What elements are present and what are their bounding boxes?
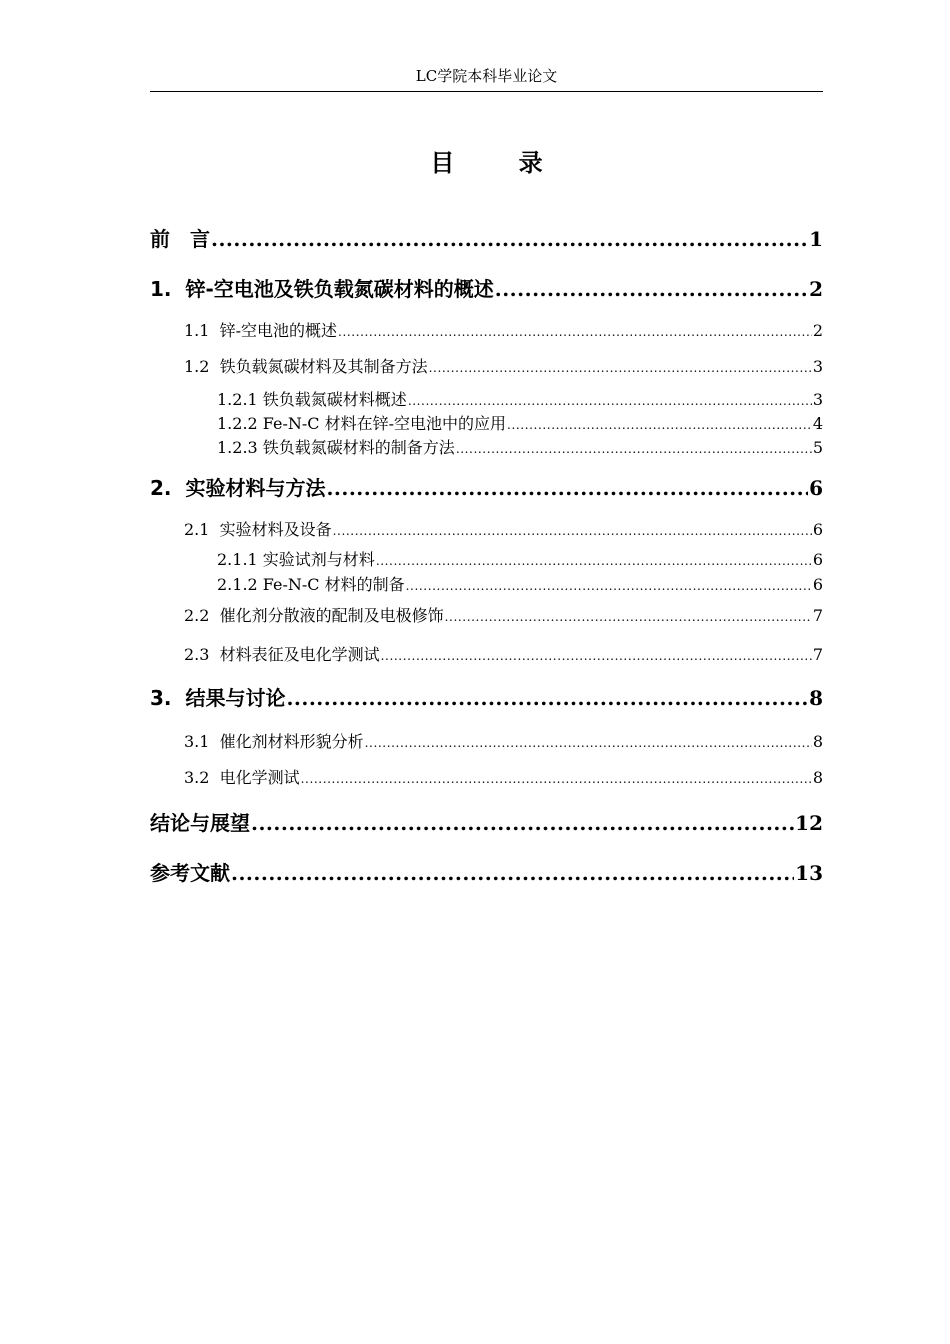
dot-leader: [231, 860, 794, 886]
toc-entry-label: 结论与展望: [150, 811, 250, 835]
toc-entry-section-2-2[interactable]: [184, 605, 823, 628]
running-header: LC学院本科毕业论文: [415, 67, 558, 85]
toc-entry-page: 3: [812, 390, 823, 409]
toc-entry-section-2-1[interactable]: [184, 519, 823, 542]
toc-entry-section-1-2-1[interactable]: [217, 389, 823, 412]
toc-entry-page: 4: [812, 414, 823, 433]
toc-entry-label: 1.2 铁负载氮碳材料及其制备方法: [184, 357, 428, 376]
toc-entry-section-2-3[interactable]: [184, 644, 823, 667]
dot-leader: [445, 606, 812, 628]
toc-entry-label: 2.2 催化剂分散液的配制及电极修饰: [184, 606, 444, 625]
dot-leader: [376, 550, 812, 572]
dot-leader: [429, 357, 812, 379]
toc-entry-chapter-3[interactable]: [150, 685, 823, 711]
toc-entry-page: 2: [812, 321, 823, 340]
toc-entry-section-1-2-3[interactable]: [217, 437, 823, 460]
toc-entry-page: 5: [812, 438, 823, 457]
toc-entry-section-1-2[interactable]: [184, 356, 823, 379]
toc-entry-page: 7: [812, 606, 823, 625]
toc-entry-chapter-2[interactable]: [150, 475, 823, 501]
toc-entry-label: 2.1 实验材料及设备: [184, 520, 332, 539]
toc-entry-label: 2. 实验材料与方法: [150, 476, 326, 500]
toc-entry-section-1-1[interactable]: [184, 320, 823, 343]
dot-leader: [333, 520, 812, 542]
toc-entry-label: 3.2 电化学测试: [184, 768, 300, 787]
dot-leader: [326, 475, 808, 501]
dot-leader: [211, 226, 808, 252]
toc-entry-page: 8: [812, 732, 823, 751]
dot-leader: [406, 575, 812, 597]
toc-entry-page: 7: [812, 645, 823, 664]
toc-entry-label: 2.3 材料表征及电化学测试: [184, 645, 380, 664]
dot-leader: [495, 276, 808, 302]
dot-leader: [301, 768, 812, 790]
toc-entry-section-3-1[interactable]: [184, 731, 823, 754]
toc-entry-references[interactable]: [150, 860, 823, 886]
toc-entry-page: 2: [809, 277, 823, 301]
dot-leader: [456, 438, 812, 460]
toc-entry-label: 1.1 锌-空电池的概述: [184, 321, 338, 340]
toc-entry-label: 前 言: [150, 227, 210, 251]
toc-entry-section-2-1-1[interactable]: [217, 549, 823, 572]
dot-leader: [365, 732, 812, 754]
toc-entry-label: 1.2.1 铁负载氮碳材料概述: [217, 390, 407, 409]
toc-entry-label: 2.1.2 Fe-N-C 材料的制备: [217, 575, 405, 594]
toc-entry-page: 8: [809, 686, 823, 710]
toc-entry-section-3-2[interactable]: [184, 767, 823, 790]
dot-leader: [338, 321, 812, 343]
header-rule: [150, 91, 823, 92]
toc-entry-preface[interactable]: [150, 226, 823, 252]
toc-entry-page: 12: [795, 811, 823, 835]
dot-leader: [507, 414, 812, 436]
toc-entry-label: 3.1 催化剂材料形貌分析: [184, 732, 364, 751]
toc-entry-label: 2.1.1 实验试剂与材料: [217, 550, 375, 569]
toc-entry-page: 3: [812, 357, 823, 376]
toc-entry-section-2-1-2[interactable]: [217, 574, 823, 597]
dot-leader: [381, 645, 812, 667]
toc-entry-label: 参考文献: [150, 861, 230, 885]
toc-entry-page: 6: [812, 575, 823, 594]
toc-entry-label: 1.2.3 铁负载氮碳材料的制备方法: [217, 438, 455, 457]
dot-leader: [408, 390, 812, 412]
dot-leader: [251, 810, 794, 836]
dot-leader: [286, 685, 808, 711]
toc-title: 目 录: [430, 149, 571, 177]
toc-entry-page: 8: [812, 768, 823, 787]
toc-entry-page: 6: [812, 520, 823, 539]
toc-entry-page: 6: [812, 550, 823, 569]
toc-entry-label: 3. 结果与讨论: [150, 686, 286, 710]
toc-entry-page: 13: [795, 861, 823, 885]
toc-entry-conclusion[interactable]: [150, 810, 823, 836]
toc-entry-page: 6: [809, 476, 823, 500]
toc-entry-page: 1: [809, 227, 823, 251]
toc-entry-label: 1.2.2 Fe-N-C 材料在锌-空电池中的应用: [217, 414, 507, 433]
toc-entry-label: 1. 锌-空电池及铁负载氮碳材料的概述: [150, 277, 494, 301]
toc-entry-section-1-2-2[interactable]: [217, 413, 823, 436]
toc-entry-chapter-1[interactable]: [150, 276, 823, 302]
